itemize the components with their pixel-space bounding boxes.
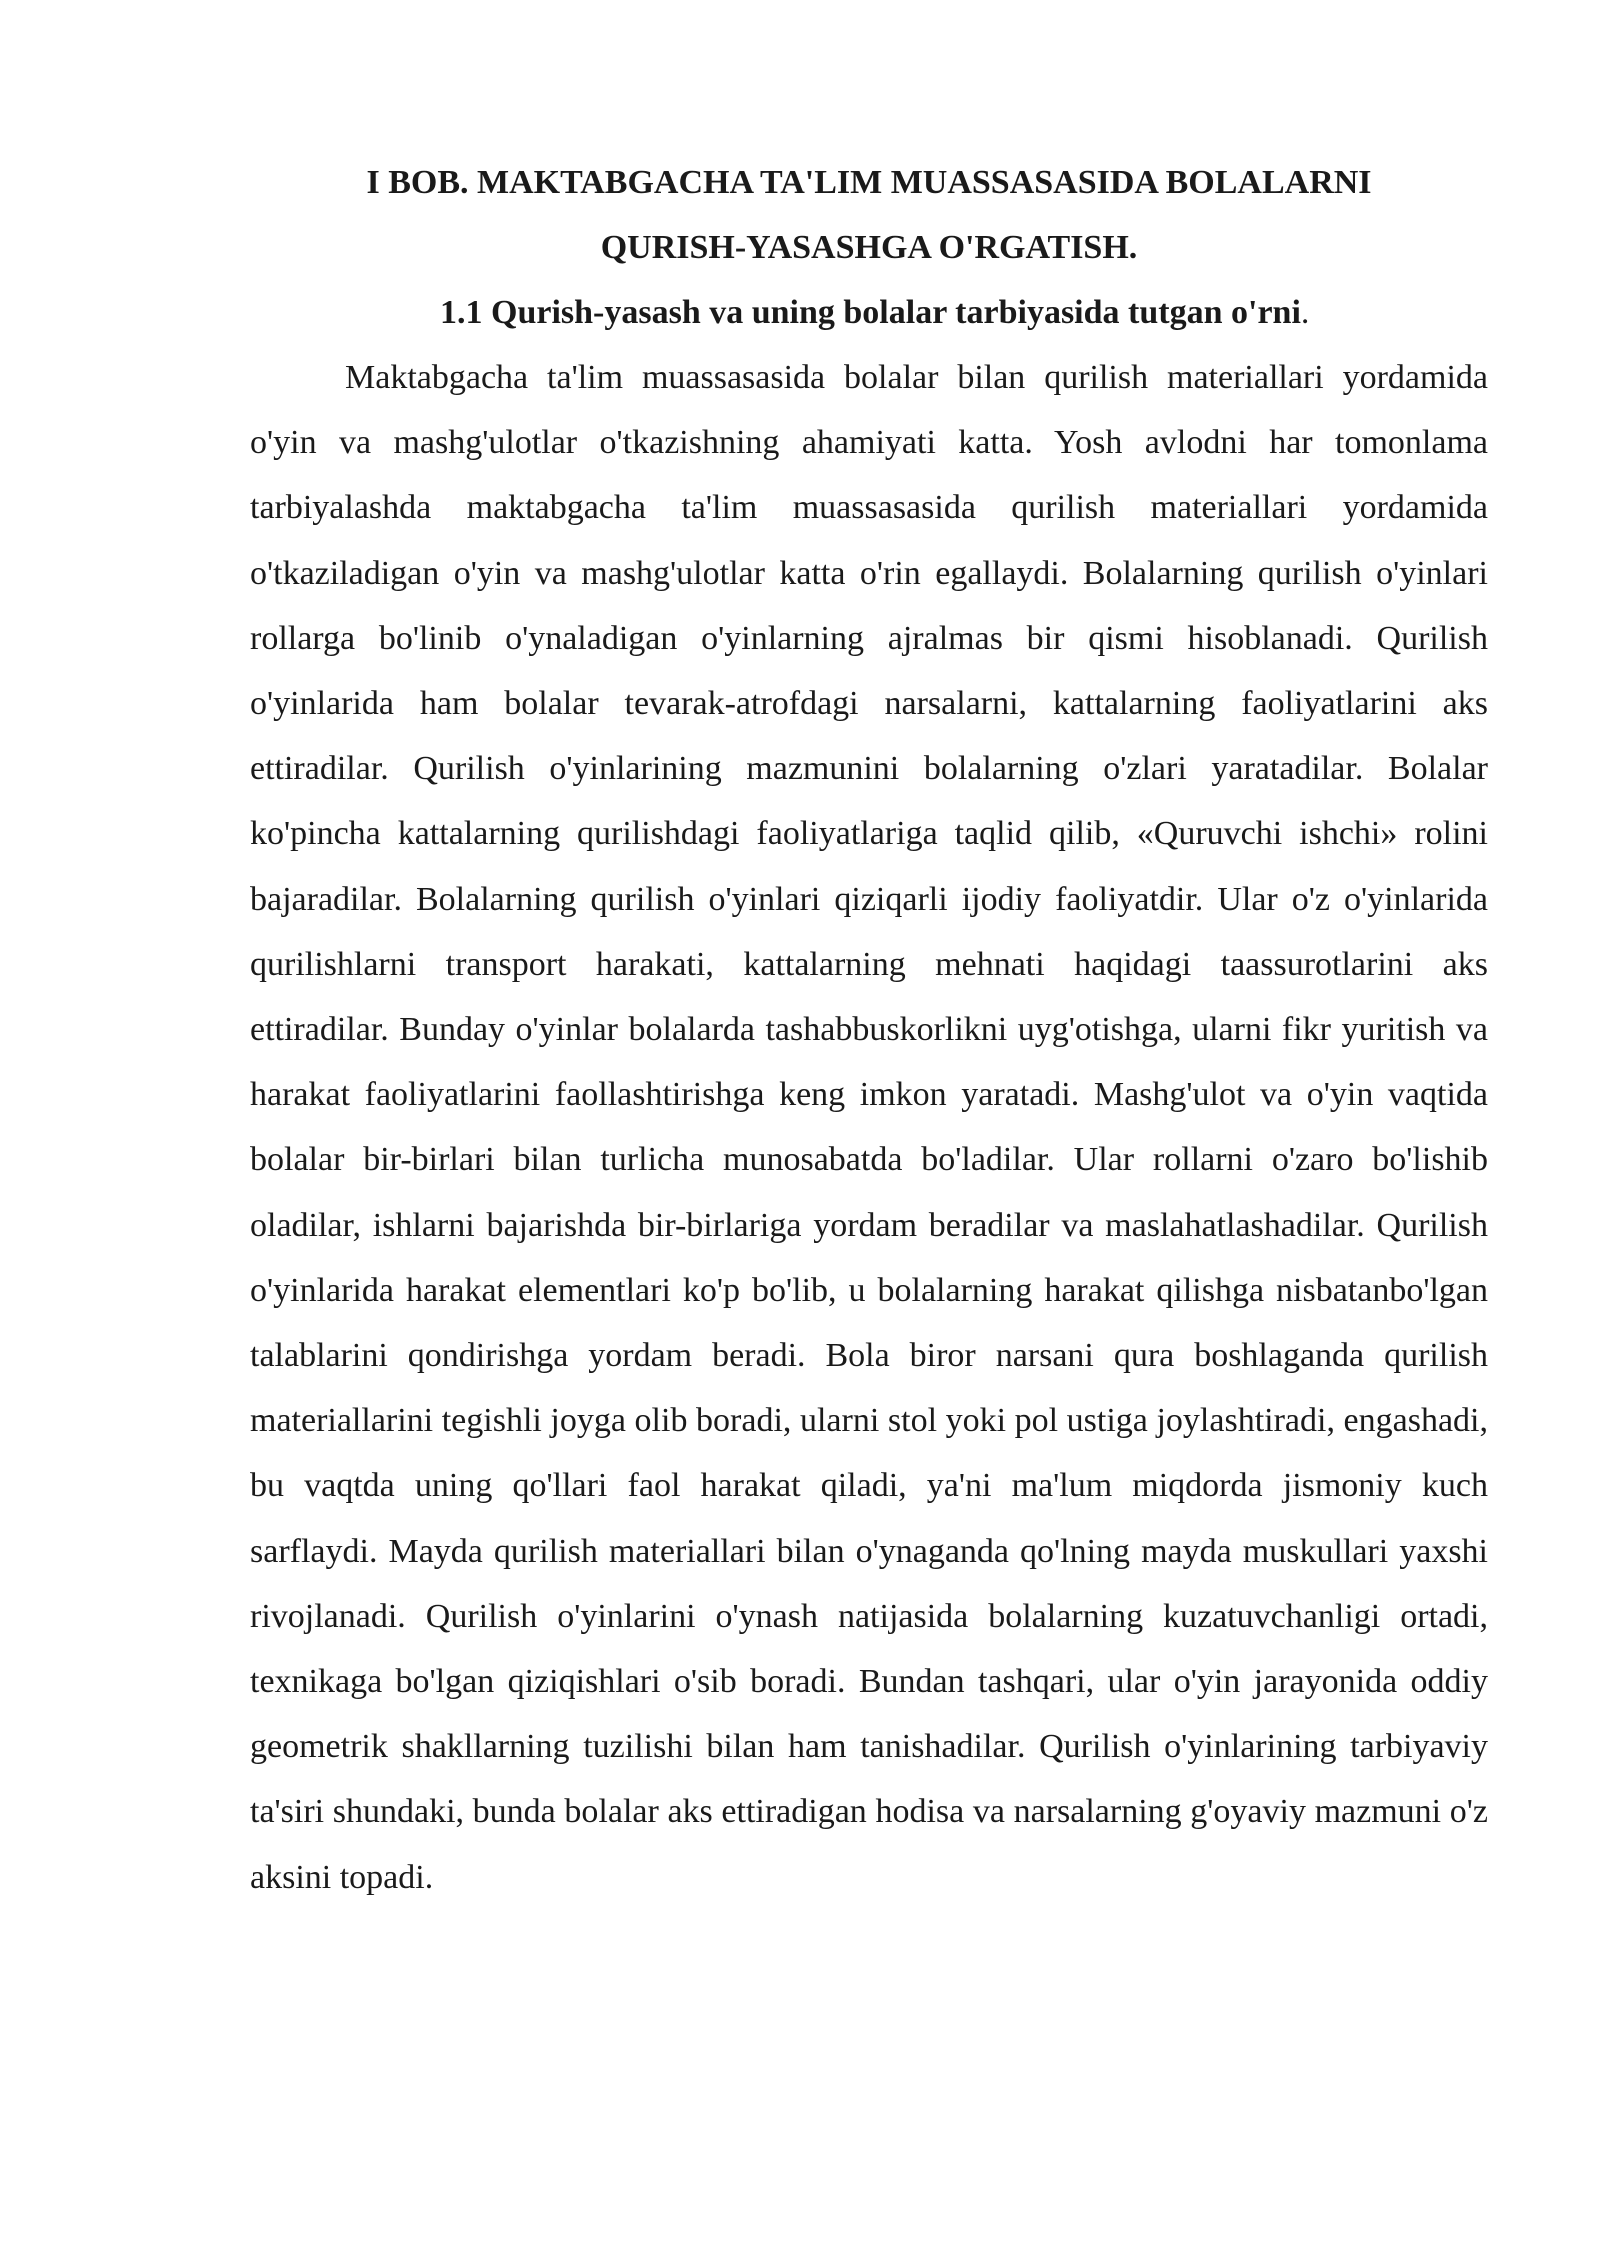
document-page — [250, 150, 1488, 1910]
body-paragraph: Maktabgacha ta'lim muassasasida bolalar bilan qurilish materiallari yordamida o'yin va mashg'ulotlar o'tkazishning ahamiyati katta. Yosh avlodni har tomonlama tarbiyalashda maktabgacha ta'lim muassasasida qurilish materiallari yordamida o'tkaziladigan o'yin va mashg'ulotlar katta o'rin egallaydi. Bolalarning qurilish o'yinlari rollarga bo'linib o'ynaladigan o'yinlarning ajralmas bir qismi hisoblanadi. Qurilish o'yinlarida ham bolalar tevarak-atrofdagi narsalarni, kattalarning faoliyatlarini aks ettiradilar. Qurilish o'yinlarining mazmunini bolalarning o'zlari yaratadilar. Bolalar ko'pincha kattalarning qurilishdagi faoliyatlariga taqlid qilib, «Quruvchi ishchi» rolini bajaradilar. Bolalarning qurilish o'yinlari qiziqarli ijodiy faoliyatdir. Ular o'z o'yinlarida qurilishlarni transport harakati, kattalarning mehnati haqidagi taassurotlarini aks ettiradilar. Bunday o'yinlar bolalarda tashabbuskorlikni uyg'otishga, ularni fikr yuritish va harakat faoliyatlarini faollashtirishga keng imkon yaratadi. Mashg'ulot va o'yin vaqtida bolalar bir-birlari bilan turlicha munosabatda bo'ladilar. Ular rollarni o'zaro bo'lishib oladilar, ishlarni bajarishda bir-birlariga yordam beradilar va maslahatlashadilar. Qurilish o'yinlarida harakat elementlari ko'p bo'lib, u bolalarning harakat qilishga nisbatanbo'lgan talablarini qondirishga yordam beradi. Bola biror narsani qura boshlaganda qurilish materiallarini tegishli joyga olib boradi, ularni stol yoki pol ustiga joylashtiradi, engashadi, bu vaqtda uning qo'llari faol harakat qiladi, ya'ni ma'lum miqdorda jismoniy kuch sarflaydi. Mayda qurilish materiallari bilan o'ynaganda qo'lning mayda muskullari yaxshi rivojlanadi. Qurilish o'yinlarini o'ynash natijasida bolalarning kuzatuvchanligi ortadi, texnikaga bo'lgan qiziqishlari o'sib boradi. Bundan tashqari, ular o'yin jarayonida oddiy geometrik shakllarning tuzilishi bilan ham tanishadilar. Qurilish o'yinlarining tarbiyaviy ta'siri shundaki, bunda bolalar aks ettiradigan hodisa va narsalarning g'oyaviy mazmuni o'z aksini topadi. — [250, 359, 1488, 1896]
chapter-title-line-1: I BOB. MAKTABGACHA TA'LIM MUASSASASIDA BOLALARNI — [366, 164, 1372, 201]
chapter-title — [250, 150, 1488, 280]
section-title-text: 1.1 Qurish-yasash va uning bolalar tarbiyasida tutgan o'rni — [440, 294, 1301, 331]
section-title-period: . — [1300, 294, 1310, 331]
chapter-title-line-2: QURISH-YASASHGA O'RGATISH. — [600, 229, 1138, 266]
section-title — [250, 280, 1488, 345]
